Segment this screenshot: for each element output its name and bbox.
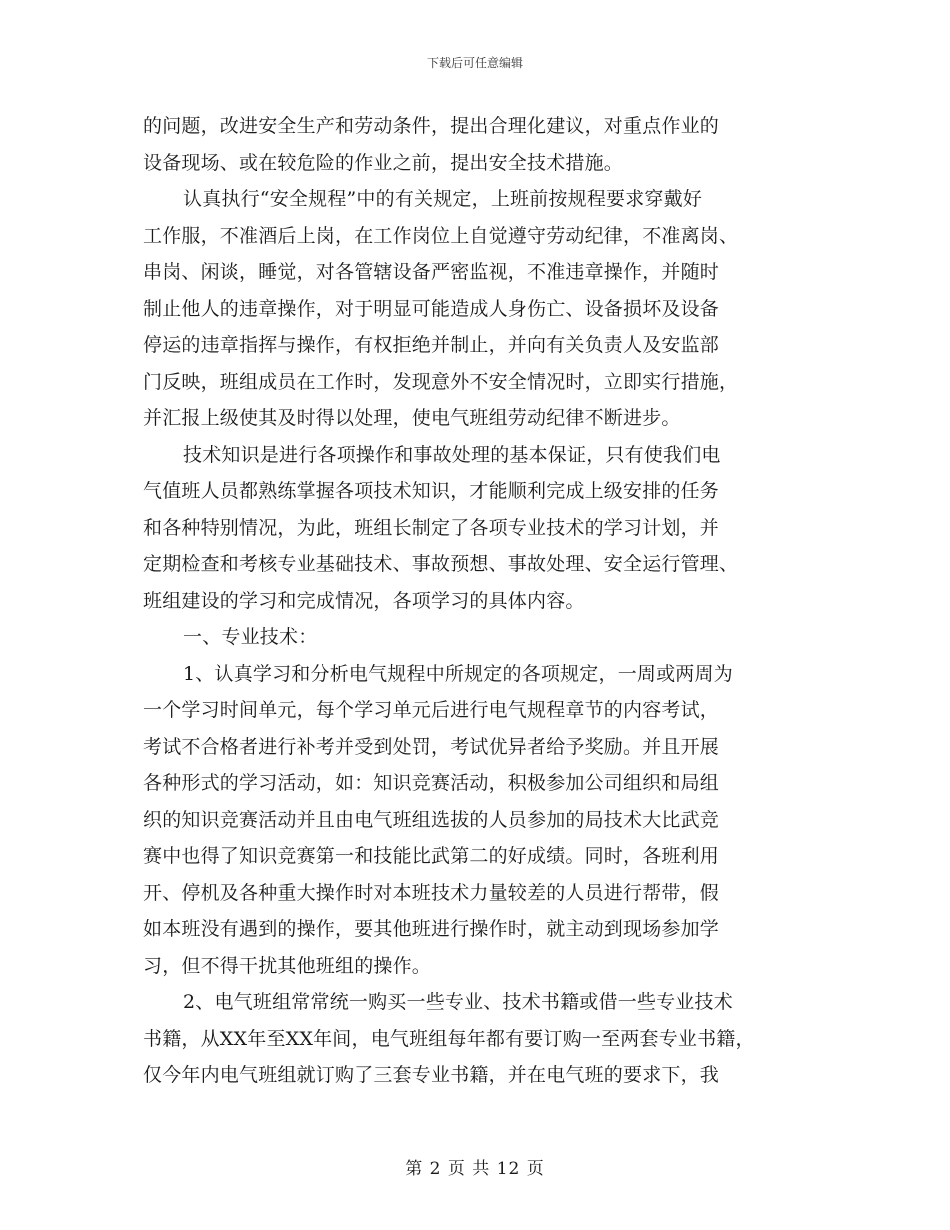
paragraph-line: 串岗、闲谈，睡觉，对各管辖设备严密监视，不准违章操作，并随时	[143, 261, 720, 283]
paragraph-line: 一个学习时间单元，每个学习单元后进行电气规程章节的内容考试，	[143, 699, 720, 721]
paragraph-line: 气值班人员都熟练掌握各项技术知识，才能顺利完成上级安排的任务	[143, 480, 720, 502]
paragraph-line: 定期检查和考核专业基础技术、事故预想、事故处理、安全运行管理、	[143, 553, 739, 575]
paragraph-line: 考试不合格者进行补考并受到处罚，考试优异者给予奖励。并且开展	[143, 735, 720, 758]
paragraph-line: 习，但不得干扰其他班组的操作。	[143, 954, 432, 977]
paragraph-line: 开、停机及各种重大操作时对本班技术力量较差的人员进行帮带，假	[143, 881, 720, 904]
paragraph-line: 仅今年内电气班组就订购了三套专业书籍，并在电气班的要求下，我	[143, 1064, 720, 1086]
paragraph-first-line: 技术知识是进行各项操作和事故处理的基本保证，只有使我们电	[183, 443, 721, 466]
paragraph-line: 班组建设的学习和完成情况，各项学习的具体内容。	[143, 589, 585, 612]
page-footer: 第 2 页 共 12 页	[405, 1159, 545, 1179]
paragraph-line: 制止他人的违章操作，对于明显可能造成人身伤亡、设备损坏及设备	[143, 297, 720, 320]
paragraph-first-line: 1、认真学习和分析电气规程中所规定的各项规定，一周或两周为	[183, 662, 733, 685]
paragraph-line: 赛中也得了知识竞赛第一和技能比武第二的好成绩。同时，各班利用	[143, 845, 720, 867]
paragraph-first-line: 认真执行“安全规程”中的有关规定，上班前按规程要求穿戴好	[183, 188, 703, 210]
paragraph-line: 各种形式的学习活动，如：知识竞赛活动，积极参加公司组织和局组	[143, 772, 720, 794]
paragraph-line: 工作服，不准酒后上岗，在工作岗位上自觉遵守劳动纪律，不准离岗、	[143, 224, 739, 247]
paragraph-first-line: 2、电气班组常常统一购买一些专业、技术书籍或借一些专业技术	[183, 991, 733, 1013]
paragraph-line: 书籍，从XX年至XX年间，电气班组每年都有要订购一至两套专业书籍，	[143, 1027, 755, 1050]
document-body	[143, 108, 823, 1094]
paragraph-line: 门反映，班组成员在工作时，发现意外不安全情况时，立即实行措施，	[143, 370, 739, 393]
paragraph-line: 如本班没有遇到的操作，要其他班进行操作时，就主动到现场参加学	[143, 918, 720, 940]
paragraph-line: 并汇报上级使其及时得以处理，使电气班组劳动纪律不断进步。	[143, 407, 681, 429]
paragraph-line: 的问题，改进安全生产和劳动条件，提出合理化建议，对重点作业的	[143, 115, 720, 137]
paragraph-line: 停运的违章指挥与操作，有权拒绝并制止，并向有关负责人及安监部	[143, 334, 720, 356]
page-header: 下载后可任意编辑	[426, 56, 523, 70]
paragraph-first-line: 一、专业技术：	[183, 626, 318, 648]
paragraph-line: 和各种特别情况，为此，班组长制定了各项专业技术的学习计划，并	[143, 516, 720, 539]
paragraph-line: 设备现场、或在较危险的作业之前，提出安全技术措施。	[143, 151, 624, 174]
paragraph-line: 织的知识竞赛活动并且由电气班组选拔的人员参加的局技术大比武竞	[143, 808, 720, 831]
